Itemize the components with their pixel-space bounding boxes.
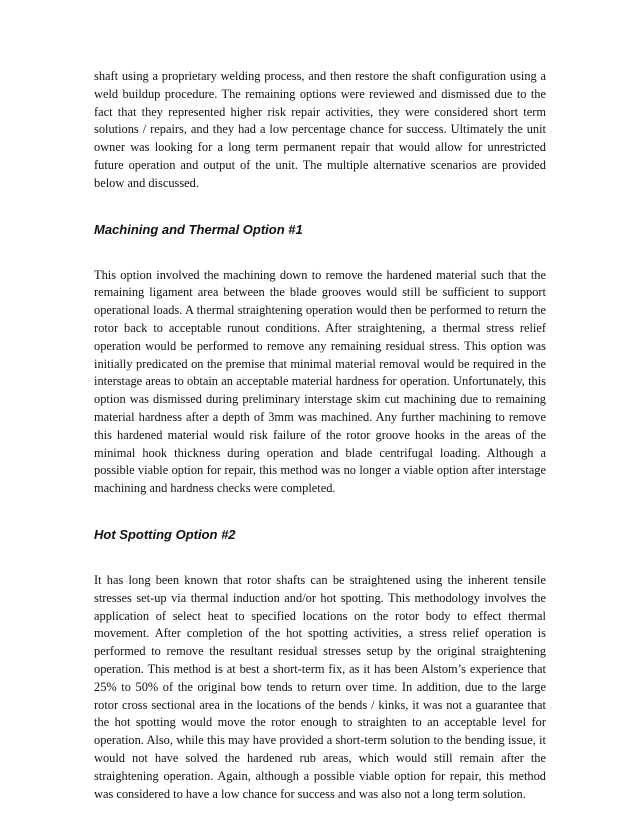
option-1-paragraph: This option involved the machining down to remove the hardened material such that the remaining ligament area between the blade grooves would still be sufficient to support operational loads. A thermal straightening operation would then be performed to return the rotor back to acceptable runout conditions. After straightening, a thermal stress relief operation would be performed to remove any remaining residual stress. This option was initially predicated on the premise that minimal material removal would be required in the interstage areas to obtain an acceptable material hardness for operation. Unfortunately, this option was dismissed during preliminary interstage skim cut machining due to remaining material hardness after a depth of 3mm was machined. Any further machining to remove this hardened material would risk failure of the rotor groove hooks in the areas of the minimal hook thickness during operation and blade centrifugal loading. Although a possible viable option for repair, this method was no longer a viable option after interstage machining and hardness checks were completed. — [94, 267, 546, 496]
intro-paragraph: shaft using a proprietary welding process, and then restore the shaft configuration using a weld buildup procedure. The remaining options were reviewed and dismissed due to the fact that they represented higher risk repair activities, they were considered short term solutions / repairs, and they had a low percentage chance for success. Ultimately the unit owner was looking for a long term permanent repair that would allow for unrestricted future operation and output of the unit. The multiple alternative scenarios are provided below and discussed. — [94, 69, 546, 190]
document-page — [94, 68, 546, 803]
section-heading-option-1: Machining and Thermal Option #1 — [94, 221, 303, 237]
section-heading-option-2: Hot Spotting Option #2 — [94, 526, 236, 542]
option-2-paragraph: It has long been known that rotor shafts can be straightened using the inherent tensile stresses set-up via thermal induction and/or hot spotting. This methodology involves the application of select heat to specified locations on the rotor body to effect thermal movement. After completion of the hot spotting activities, a stress relief operation is performed to remove the resultant residual stresses setup by the original straightening operation. This method is at best a short-term fix, as it has been Alstom’s experience that 25% to 50% of the original bow tends to return over time. In addition, due to the large rotor cross sectional area in the locations of the bends / kinks, it was not a guarantee that the hot spotting would move the rotor enough to straighten to an acceptable level for operation. Also, while this may have provided a short-term solution to the bending issue, it would not have solved the hardened rub areas, which would still remain after the straightening operation. Again, although a possible viable option for repair, this method was considered to have a low chance for success and was also not a long term solution. — [94, 572, 546, 801]
